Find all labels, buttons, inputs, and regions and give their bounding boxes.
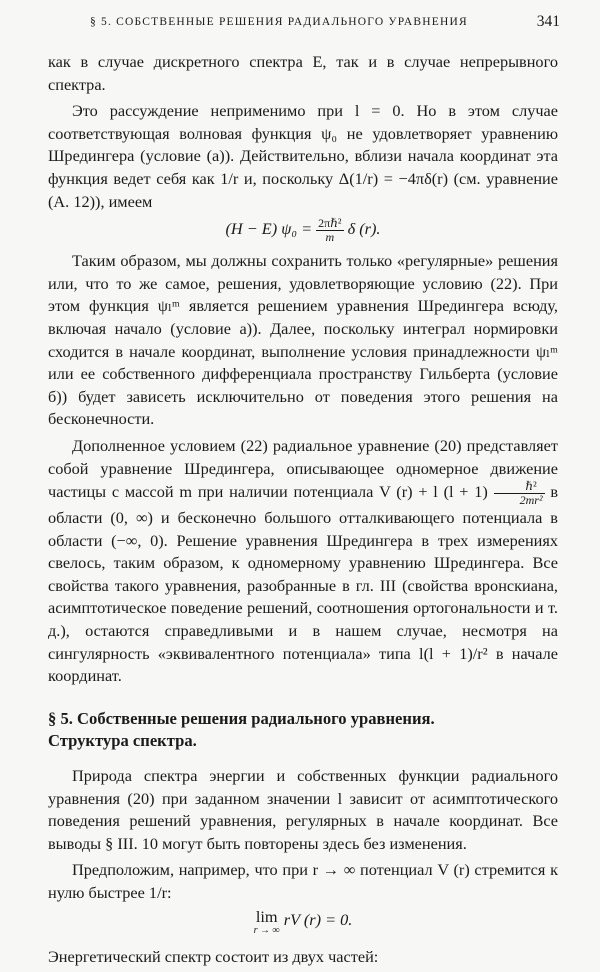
- paragraph-6: Предположим, например, что при r → ∞ потенциал V (r) стремится к нулю быстрее 1/r:: [48, 860, 558, 902]
- limit-symbol: lim: [255, 906, 278, 926]
- formula-1-lhs: (H − E) ψ₀ =: [225, 219, 313, 239]
- page-number: 341: [536, 13, 560, 30]
- running-title: § 5. СОБСТВЕННЫЕ РЕШЕНИЯ РАДИАЛЬНОГО УРАВНЕНИЯ: [90, 16, 468, 28]
- limit-expression: rV (r) = 0.: [283, 909, 353, 929]
- paragraph-4-part-a: Дополненное условием (22) радиальное уравнение (20) представляет собой уравнение Шредингера, описывающее одномерное движение частицы с массой m при наличии потенциала V (r) + l (l + 1): [48, 435, 558, 502]
- paragraph-5: Природа спектра энергии и собственных функции радиального уравнения (20) при заданном значении l зависит от асимптотического поведения решений уравнения, регулярных в начале координат. Все выводы § III. 10 могут быть повторены здесь без изменения.: [48, 766, 558, 853]
- formula-1-fraction: [316, 217, 343, 244]
- section-heading-line-2: Структура спектра.: [48, 731, 197, 751]
- potential-fraction: [494, 480, 545, 507]
- limit-operator: [253, 906, 280, 936]
- section-heading: [48, 708, 558, 753]
- paragraph-7: Энергетический спектр состоит из двух частей:: [48, 946, 379, 966]
- formula-1: [48, 217, 558, 244]
- paragraph-4-part-b: в области (0, ∞) и бесконечно большого отталкивающего потенциала в области (−∞, 0). Решение уравнения Шредингера в трех измерениях свелось, таким образом, к одномерному уравнению Шредингера. Все свойства такого уравнения, разобранные в гл. III (свойства вронскиана, асимптотическое поведение решений, соотношения ортогональности и т. д.), остаются справедливыми и в нашем случае, несмотря на сингулярность «эквивалентного потенциала» типа l(l + 1)/r² в начале координат.: [48, 482, 559, 686]
- limit-subscript: r → ∞: [253, 924, 280, 936]
- potential-numerator: ℏ²: [494, 480, 545, 494]
- page-body: [48, 51, 558, 972]
- paragraph-1: как в случае дискретного спектра E, так и в случае непрерывного спектра.: [48, 52, 558, 94]
- page-header: [40, 10, 560, 36]
- formula-2: [48, 906, 558, 936]
- formula-1-rhs: δ (r).: [347, 219, 381, 239]
- paragraph-3: Таким образом, мы должны сохранить только «регулярные» решения или, что то же самое, решения, удовлетворяющие условию (22). При этом функция ψₗᵐ является решением уравнения Шредингера всюду, включая начало (условие а)). Далее, поскольку интеграл нормировки сходится в начале координат, выполнение условия принадлежности ψₗᵐ или ее собственного дифференциала пространству Гильберта (условие б)) будет зависеть исключительно от поведения этого решения на бесконечности.: [48, 251, 558, 429]
- paragraph-4: [48, 435, 558, 688]
- potential-denominator: 2mr²: [519, 493, 543, 508]
- formula-1-numerator: 2πℏ²: [318, 216, 342, 231]
- paragraph-2: Это рассуждение неприменимо при l = 0. Но в этом случае соответствующая волновая функция ψ₀ не удовлетворяет уравнению Шредингера (условие (а)). Действительно, вблизи начала координат эта функция ведет себя как 1/r и, поскольку Δ(1/r) = −4πδ(r) (см. уравнение (A. 12)), имеем: [48, 101, 558, 211]
- section-heading-line-1: § 5. Собственные решения радиального уравнения.: [48, 708, 435, 728]
- formula-1-denominator: m: [325, 230, 335, 245]
